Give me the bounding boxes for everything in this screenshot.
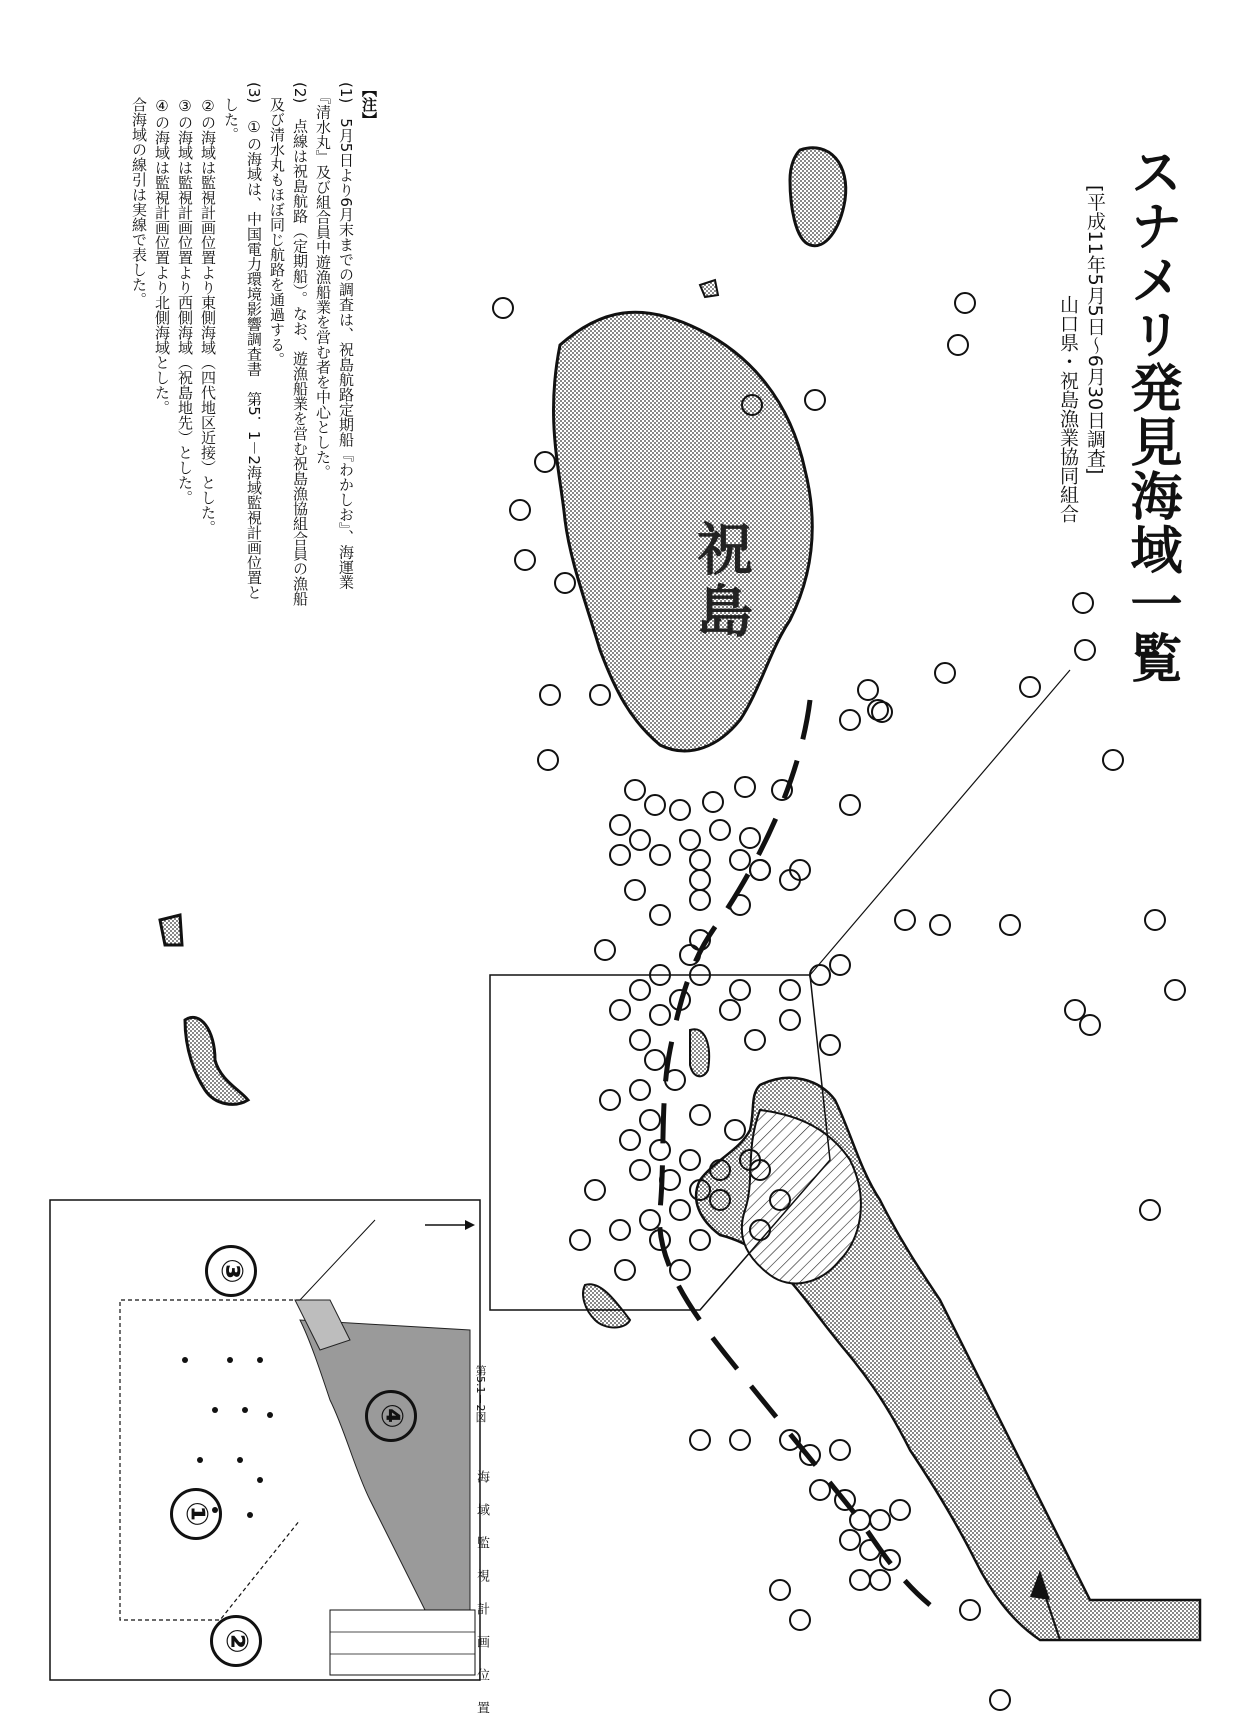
sighting-marker <box>615 1260 635 1280</box>
note-line: した。 <box>222 82 240 142</box>
sighting-marker <box>850 1570 870 1590</box>
sighting-marker <box>840 1530 860 1550</box>
note-line: (1) 5月5日より6月末までの調査は、祝島航路定期船『わかしお』、海運業 <box>337 82 355 590</box>
sighting-marker <box>1075 640 1095 660</box>
sighting-marker <box>630 980 650 1000</box>
notes-block <box>110 82 380 702</box>
sighting-marker <box>680 830 700 850</box>
sighting-marker <box>820 1035 840 1055</box>
inset-legend-box <box>330 1610 475 1675</box>
sighting-marker <box>625 780 645 800</box>
sighting-marker <box>690 1105 710 1125</box>
sighting-marker <box>790 1610 810 1630</box>
sighting-marker <box>840 795 860 815</box>
sighting-marker <box>630 1080 650 1100</box>
note-line: ④の海域は監視計画位置より北側海域とした。 <box>153 82 171 415</box>
note-line: (2) 点線は祝島航路（定期船）。なお、遊漁船業を営む祝島漁協組合員の漁船 <box>291 82 309 606</box>
sighting-marker <box>750 860 770 880</box>
sighting-marker <box>510 500 530 520</box>
sighting-marker <box>1000 915 1020 935</box>
sighting-marker <box>680 1150 700 1170</box>
note-line: (3) ①の海域は、中国電力環境影響調査書 第5．1－2海域監視計画位置と <box>245 82 263 600</box>
islet-near-box <box>690 1029 709 1076</box>
sighting-marker <box>690 1230 710 1250</box>
sighting-marker <box>805 390 825 410</box>
sighting-marker <box>590 685 610 705</box>
sighting-marker <box>948 335 968 355</box>
sighting-marker <box>1065 1000 1085 1020</box>
sighting-marker <box>650 1005 670 1025</box>
sighting-marker <box>690 890 710 910</box>
sighting-marker <box>1140 1200 1160 1220</box>
sighting-marker <box>770 1580 790 1600</box>
sighting-marker <box>810 1480 830 1500</box>
sighting-marker <box>858 680 878 700</box>
notes-heading: 【注】 <box>360 82 378 127</box>
inset-area-4: ④ <box>365 1390 417 1442</box>
inset-area-2: ② <box>210 1615 262 1667</box>
sighting-marker <box>1080 1015 1100 1035</box>
sighting-marker <box>540 685 560 705</box>
sighting-marker <box>740 828 760 848</box>
sighting-marker <box>650 1140 670 1160</box>
sighting-marker <box>1165 980 1185 1000</box>
inset-area-1: ① <box>170 1488 222 1540</box>
island-label: 祝島 <box>688 520 753 644</box>
sighting-marker <box>670 1260 690 1280</box>
sighting-marker <box>860 1540 880 1560</box>
sighting-marker <box>810 965 830 985</box>
sighting-marker <box>650 905 670 925</box>
sighting-marker <box>620 1130 640 1150</box>
sighting-marker <box>745 1030 765 1050</box>
sighting-marker <box>730 980 750 1000</box>
sighting-marker <box>840 710 860 730</box>
sighting-marker <box>645 1050 665 1070</box>
sighting-marker <box>735 777 755 797</box>
sighting-marker <box>850 1510 870 1530</box>
sighting-marker <box>955 293 975 313</box>
islet-west-1 <box>160 915 182 945</box>
islet-west-2 <box>185 1017 248 1104</box>
sighting-marker <box>630 1030 650 1050</box>
sighting-marker <box>600 1090 620 1110</box>
survey-period: [平成11年5月5日～6月30日調査] <box>1084 185 1106 475</box>
inset-caption: 海域監視計画位置 <box>474 1470 489 1734</box>
sighting-marker <box>725 1120 745 1140</box>
sighting-marker <box>890 1500 910 1520</box>
note-line: 及び清水丸もほぼ同じ航路を通過する。 <box>268 82 286 367</box>
sighting-marker <box>630 1160 650 1180</box>
sighting-marker <box>895 910 915 930</box>
note-line: ②の海域は監視計画位置より東側海域（四代地区近接）とした。 <box>199 82 217 535</box>
sighting-marker <box>585 1180 605 1200</box>
sighting-marker <box>960 1600 980 1620</box>
sighting-marker <box>640 1110 660 1130</box>
survey-organization: 山口県・祝島漁業協同組合 <box>1057 295 1079 523</box>
sighting-marker <box>640 1210 660 1230</box>
note-line: ③の海域は監視計画位置より西側海域（祝島地先）とした。 <box>176 82 194 505</box>
sighting-marker <box>730 895 750 915</box>
sighting-marker <box>830 1440 850 1460</box>
sighting-marker <box>1145 910 1165 930</box>
sighting-marker <box>535 452 555 472</box>
sighting-marker <box>720 1000 740 1020</box>
page-title: スナメリ発見海域一覧 <box>1121 145 1181 685</box>
sighting-marker <box>650 845 670 865</box>
sighting-marker <box>780 980 800 1000</box>
inset-figure-number: 第5.1－2図 <box>474 1365 487 1423</box>
sighting-marker <box>1073 593 1093 613</box>
sighting-marker <box>690 850 710 870</box>
sighting-marker <box>690 1430 710 1450</box>
sighting-marker <box>930 915 950 935</box>
sighting-marker <box>710 820 730 840</box>
islet <box>700 280 718 297</box>
sighting-marker <box>730 1430 750 1450</box>
sighting-marker <box>625 880 645 900</box>
sighting-marker <box>870 1570 890 1590</box>
small-island-north <box>790 148 846 246</box>
sighting-marker <box>610 815 630 835</box>
inset-area-3: ③ <box>205 1245 257 1297</box>
sighting-marker <box>555 573 575 593</box>
sighting-marker <box>1103 750 1123 770</box>
sighting-marker <box>493 298 513 318</box>
sighting-marker <box>610 845 630 865</box>
sighting-marker <box>830 955 850 975</box>
sighting-marker <box>730 850 750 870</box>
sighting-marker <box>870 1510 890 1530</box>
sighting-marker <box>703 792 723 812</box>
sighting-marker <box>670 1200 690 1220</box>
sighting-marker <box>990 1690 1010 1710</box>
sighting-marker <box>630 830 650 850</box>
sighting-marker <box>538 750 558 770</box>
sighting-marker <box>595 940 615 960</box>
sighting-marker <box>570 1230 590 1250</box>
boundary-line <box>810 670 1070 975</box>
note-line: 合海域の線引は実線で表した。 <box>130 82 148 307</box>
sighting-marker <box>690 870 710 890</box>
sighting-marker <box>1020 677 1040 697</box>
sighting-marker <box>645 795 665 815</box>
islet-south <box>583 1284 630 1327</box>
sighting-marker <box>670 800 690 820</box>
note-line: 『清水丸』及び組合員中遊漁船業を営む者を中心とした。 <box>314 82 332 480</box>
sighting-marker <box>515 550 535 570</box>
sighting-marker <box>935 663 955 683</box>
sighting-marker <box>610 1000 630 1020</box>
sighting-marker <box>780 1010 800 1030</box>
sighting-marker <box>610 1220 630 1240</box>
